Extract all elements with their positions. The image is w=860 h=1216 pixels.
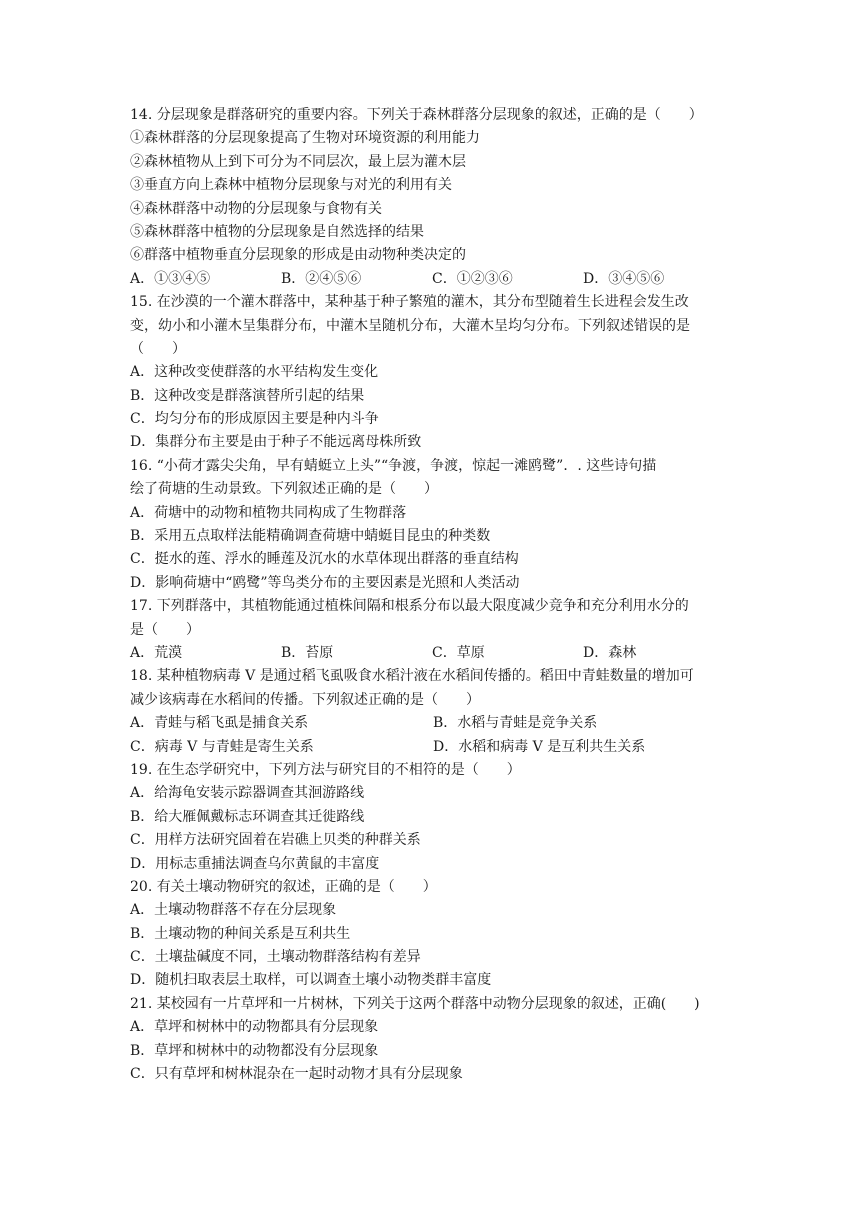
option-c: C．草原: [432, 644, 485, 661]
option-a: A．土壤动物群落不存在分层现象: [130, 902, 337, 919]
option-a: A．荒漠: [130, 644, 183, 661]
options-row: [130, 712, 736, 735]
question-20-stem: 20. 有关土壤动物研究的叙述，正确的是（ ）: [130, 878, 437, 895]
question-18: [130, 665, 736, 759]
statement-item: ⑥群落中植物垂直分层现象的形成是由动物种类决定的: [130, 247, 466, 264]
question-21-stem: 21. 某校园有一片草坪和一片树林，下列关于这两个群落中动物分层现象的叙述，正确( ): [130, 995, 700, 1012]
question-17: [130, 595, 736, 665]
option-c: C．只有草坪和树林混杂在一起时动物才具有分层现象: [130, 1066, 463, 1083]
option-a: A．给海龟安装示踪器调查其洄游路线: [130, 785, 365, 802]
option-a: A．青蛙与稻飞虱是捕食关系: [130, 715, 309, 732]
question-15: [130, 291, 736, 455]
option-c: C．①②③⑥: [432, 270, 513, 287]
option-d: D．③④⑤⑥: [583, 270, 665, 287]
question-16-stem-line: 16. “小荷才露尖尖角，早有蜻蜓立上头”“争渡，争渡，惊起一滩鸥鹭”．. 这些诗句描: [130, 457, 657, 474]
option-b: B．给大雁佩戴标志环调查其迁徙路线: [130, 808, 365, 825]
question-15-stem-line: 15. 在沙漠的一个灌木群落中，某种基于种子繁殖的灌木，其分布型随着生长进程会发生改: [130, 294, 689, 311]
option-b: B．草坪和树林中的动物都没有分层现象: [130, 1042, 379, 1059]
option-b: B．采用五点取样法能精确调查荷塘中蜻蜓目昆虫的种类数: [130, 528, 491, 545]
question-16-stem-line: 绘了荷塘的生动景致。下列叙述正确的是（ ）: [130, 481, 438, 498]
question-16: [130, 455, 736, 595]
question-17-stem-line: 17. 下列群落中，其植物能通过植株间隔和根系分布以最大限度减少竞争和充分利用水分的: [130, 598, 689, 615]
option-b: B．土壤动物的种间关系是互利共生: [130, 925, 351, 942]
option-c: C．均匀分布的形成原因主要是种内斗争: [130, 411, 379, 428]
question-14: [130, 104, 736, 291]
option-b: B．②④⑤⑥: [281, 270, 362, 287]
options-row: [130, 642, 736, 665]
option-c: C．挺水的莲、浮水的睡莲及沉水的水草体现出群落的垂直结构: [130, 551, 519, 568]
option-b: B．苔原: [281, 644, 334, 661]
option-a: A．这种改变使群落的水平结构发生变化: [130, 364, 379, 381]
question-19: [130, 759, 736, 876]
option-d: D．水稻和病毒 V 是互利共生关系: [433, 738, 646, 755]
option-a: A．草坪和树林中的动物都具有分层现象: [130, 1019, 379, 1036]
option-a: A．①③④⑤: [130, 270, 211, 287]
question-21: [130, 993, 736, 1087]
question-17-stem-line: 是（ ）: [130, 621, 200, 638]
options-row: [130, 268, 736, 291]
statement-item: ④森林群落中动物的分层现象与食物有关: [130, 200, 382, 217]
option-b: B．这种改变是群落演替所引起的结果: [130, 387, 365, 404]
option-c: C．病毒 V 与青蛙是寄生关系: [130, 738, 314, 755]
option-c: C．土壤盐碱度不同，土壤动物群落结构有差异: [130, 949, 421, 966]
question-15-stem-line: （ ）: [130, 340, 186, 357]
option-a: A．荷塘中的动物和植物共同构成了生物群落: [130, 504, 407, 521]
statement-item: ③垂直方向上森林中植物分层现象与对光的利用有关: [130, 177, 452, 194]
option-c: C．用样方法研究固着在岩礁上贝类的种群关系: [130, 832, 421, 849]
question-15-stem-line: 变，幼小和小灌木呈集群分布，中灌木呈随机分布，大灌木呈均匀分布。下列叙述错误的是: [130, 317, 690, 334]
option-d: D．影响荷塘中“鸥鹭”等鸟类分布的主要因素是光照和人类活动: [130, 574, 520, 591]
question-18-stem-line: 18. 某种植物病毒 V 是通过稻飞虱吸食水稻汁液在水稻间传播的。稻田中青蛙数量的增加可: [130, 668, 694, 685]
statement-item: ⑤森林群落中植物的分层现象是自然选择的结果: [130, 223, 424, 240]
question-18-stem-line: 减少该病毒在水稻间的传播。下列叙述正确的是（ ）: [130, 691, 480, 708]
question-14-stem: 14. 分层现象是群落研究的重要内容。下列关于森林群落分层现象的叙述，正确的是（ ）: [130, 107, 703, 123]
option-d: D．森林: [583, 644, 637, 661]
option-d: D．用标志重捕法调查乌尔黄鼠的丰富度: [130, 855, 380, 872]
statement-item: ②森林植物从上到下可分为不同层次，最上层为灌木层: [130, 153, 466, 170]
options-row: [130, 736, 736, 759]
question-19-stem: 19. 在生态学研究中，下列方法与研究目的不相符的是（ ）: [130, 761, 521, 778]
option-b: B．水稻与青蛙是竞争关系: [433, 715, 598, 732]
exam-page: [130, 104, 736, 1086]
question-20: [130, 876, 736, 993]
statement-item: ①森林群落的分层现象提高了生物对环境资源的利用能力: [130, 130, 480, 147]
option-d: D．集群分布主要是由于种子不能远离母株所致: [130, 434, 422, 451]
option-d: D．随机扫取表层土取样，可以调查土壤小动物类群丰富度: [130, 972, 492, 989]
